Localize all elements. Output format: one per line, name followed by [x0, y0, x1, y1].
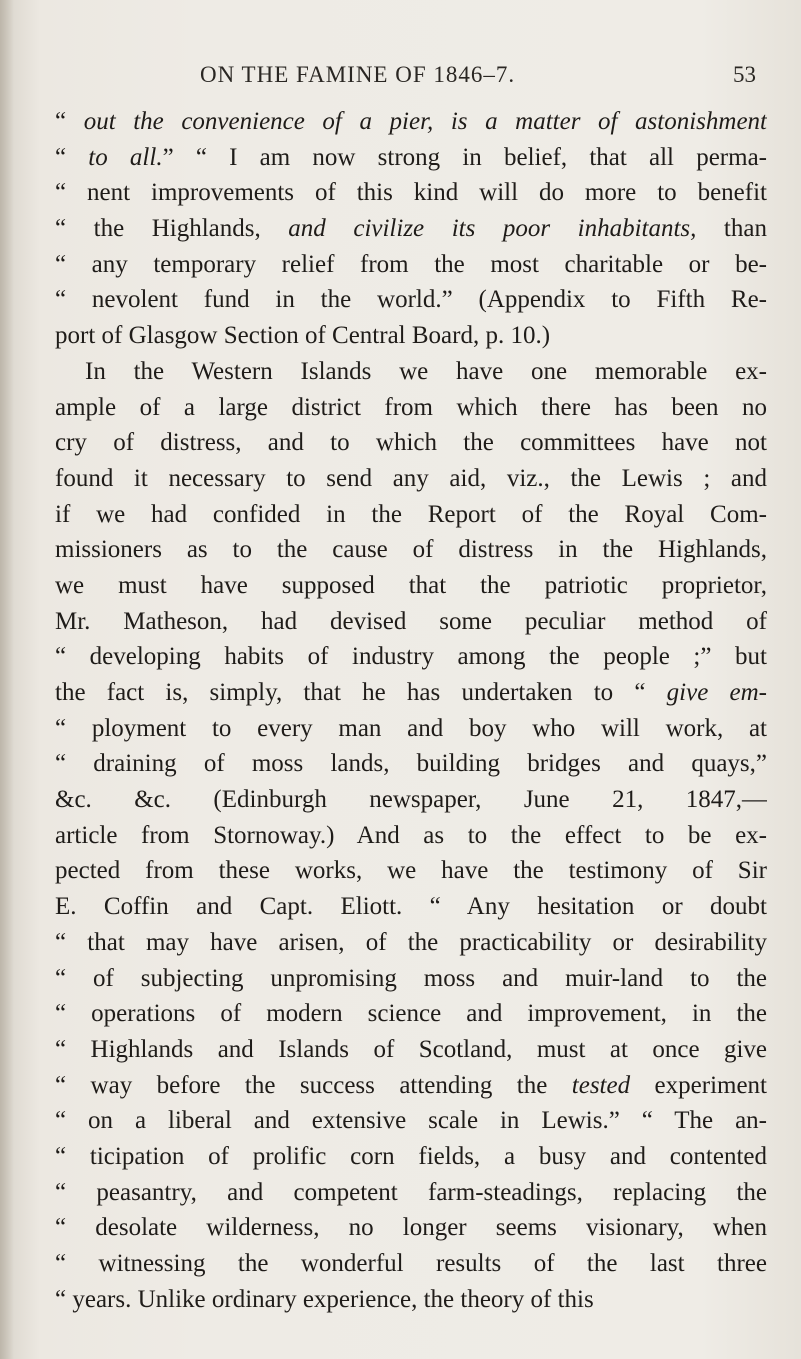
italic-text: to all. [88, 143, 163, 171]
text-run: “ desolate wilderness, no longer seems visionary, when [55, 1214, 767, 1242]
text-run: “ ticipation of prolific corn fields, a busy and contented [55, 1142, 767, 1170]
text-line [55, 782, 767, 818]
text-line [55, 1139, 767, 1175]
text-run: “ Highlands and Islands of Scotland, must at once give [55, 1035, 767, 1063]
page-number: 53 [733, 62, 756, 87]
text-run: “ developing habits of industry among the people ;” but [55, 643, 767, 671]
italic-text: tested [571, 1071, 631, 1099]
page-gutter-shadow [0, 0, 14, 1359]
text-line [55, 318, 767, 354]
text-run: than [696, 215, 767, 243]
text-run: port of Glasgow Section of Central Board, p. 10.) [55, 322, 551, 350]
text-run: missioners as to the cause of distress in the Highlands, [55, 536, 767, 564]
text-run: “ the Highlands, [55, 215, 289, 243]
text-run: ” “ I am now strong in belief, that all perma- [162, 143, 767, 171]
text-line [55, 1246, 767, 1282]
text-run: if we had confided in the Report of the Royal Com- [55, 500, 767, 528]
text-line [55, 961, 767, 997]
text-line [55, 461, 767, 497]
italic-text: and civilize its poor inhabitants, [288, 215, 697, 243]
text-line [55, 1068, 767, 1104]
text-line [55, 925, 767, 961]
text-run: we must have supposed that the patriotic proprietor, [55, 571, 767, 599]
text-line [55, 1210, 767, 1246]
text-run: “ nevolent fund in the world.” (Appendix to Fifth Re- [55, 286, 767, 314]
running-head [0, 62, 801, 92]
text-line [55, 675, 767, 711]
text-line [55, 1032, 767, 1068]
text-run: “ way before the success attending the [55, 1071, 572, 1099]
text-line [55, 818, 767, 854]
text-line [55, 889, 767, 925]
text-line [55, 996, 767, 1032]
text-run: “ witnessing the wonderful results of the last three [55, 1250, 767, 1277]
text-run: “ years. Unlike ordinary experience, the theory of this [55, 1285, 594, 1313]
italic-text: out the convenience of a pier, is a matter of astonishment [83, 108, 767, 135]
text-run: “ on a liberal and extensive scale in Lewis.” “ The an- [55, 1107, 767, 1135]
text-line [55, 853, 767, 889]
text-run: “ operations of modern science and improvement, in the [55, 1000, 767, 1028]
text-line [55, 568, 767, 604]
text-line [55, 282, 767, 318]
text-line [55, 604, 767, 640]
text-run: “ draining of moss lands, building bridges and quays,” [55, 750, 767, 778]
text-line [55, 711, 767, 747]
text-run: “ any temporary relief from the most charitable or be- [55, 250, 767, 278]
text-line [55, 247, 767, 283]
text-line [55, 497, 767, 533]
text-run: “ [55, 108, 84, 135]
text-run: ample of a large district from which there has been no [55, 393, 767, 421]
text-line [55, 211, 767, 247]
running-title: ON THE FAMINE OF 1846–7. [200, 62, 516, 87]
text-line [55, 1103, 767, 1139]
text-run: pected from these works, we have the testimony of Sir [55, 857, 767, 885]
text-run: experiment [630, 1071, 767, 1099]
text-line [55, 1175, 767, 1211]
text-line [55, 425, 767, 461]
text-line [55, 354, 767, 390]
text-run: cry of distress, and to which the committees have not [55, 429, 767, 457]
text-line [55, 746, 767, 782]
text-line [55, 390, 767, 426]
text-run: In the Western Islands we have one memorable ex- [85, 357, 767, 385]
text-run: E. Coffin and Capt. Eliott. “ Any hesitation or doubt [55, 893, 767, 921]
body-text [55, 104, 767, 1317]
text-run: “ that may have arisen, of the practicability or desirability [55, 928, 767, 956]
text-run: “ ployment to every man and boy who will work, at [55, 714, 767, 742]
text-run: “ nent improvements of this kind will do more to benefit [55, 179, 767, 207]
italic-text: give em- [666, 679, 767, 706]
text-run: “ of subjecting unpromising moss and muir-land to the [55, 964, 767, 992]
text-run: &c. &c. (Edinburgh newspaper, June 21, 1847,— [55, 786, 767, 814]
text-run: article from Stornoway.) And as to the effect to be ex- [55, 821, 767, 849]
text-run: “ peasantry, and competent farm-steadings, replacing the [55, 1178, 767, 1206]
text-run: Mr. Matheson, had devised some peculiar method of [55, 607, 767, 635]
text-run: the fact is, simply, that he has undertaken to “ [55, 679, 667, 706]
text-line [55, 639, 767, 675]
text-line [55, 1282, 767, 1318]
text-line [55, 532, 767, 568]
text-line [55, 175, 767, 211]
text-run: “ [55, 143, 89, 171]
text-run: found it necessary to send any aid, viz., the Lewis ; and [55, 464, 767, 492]
text-line [55, 104, 767, 140]
text-line [55, 140, 767, 176]
